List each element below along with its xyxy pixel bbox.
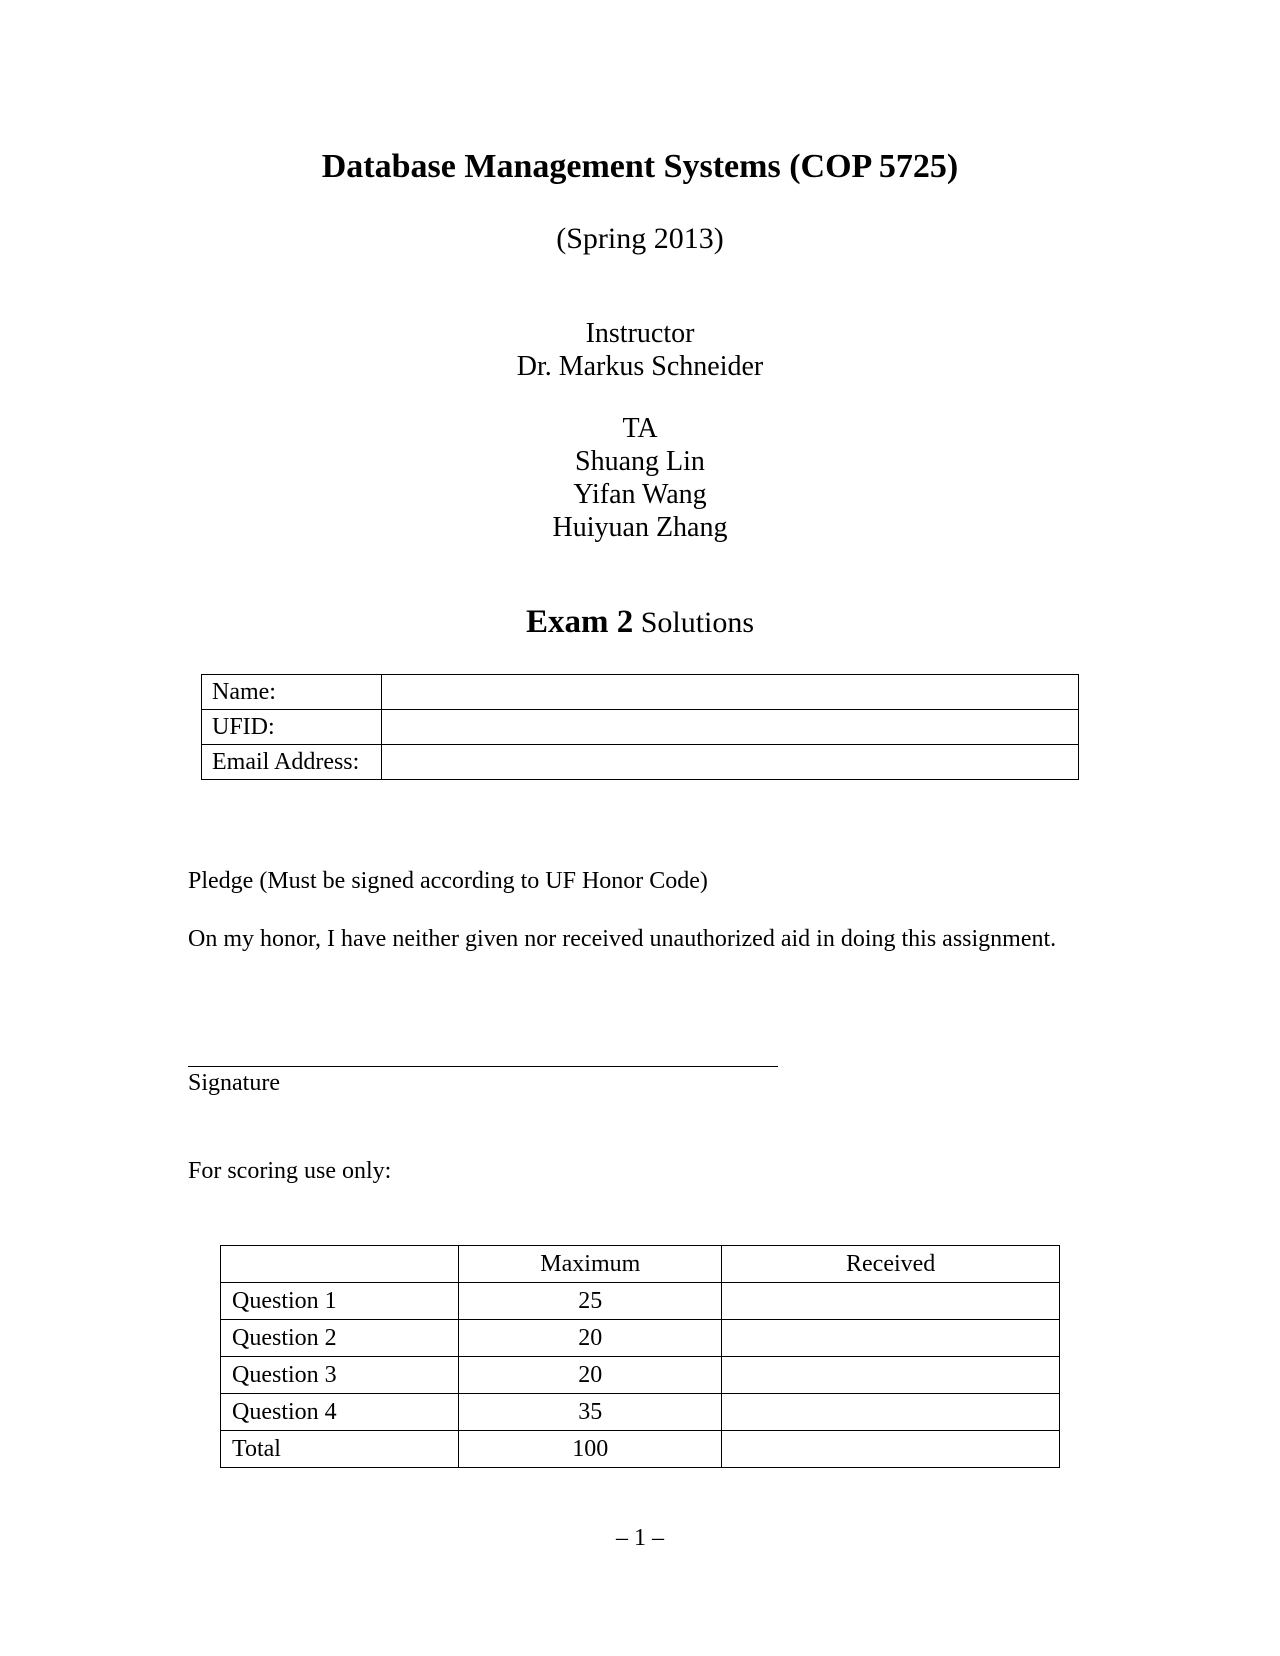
exam-title-rest: Solutions xyxy=(640,606,755,639)
table-row xyxy=(221,1357,1060,1394)
name-field[interactable] xyxy=(382,675,1079,710)
instructor-heading: Instructor xyxy=(585,318,695,349)
pledge-heading: Pledge (Must be signed according to UF Honor Code) xyxy=(188,868,708,894)
column-header-maximum: Maximum xyxy=(459,1246,722,1283)
pledge-text: On my honor, I have neither given nor received unauthorized aid in doing this assignment. xyxy=(188,926,1057,952)
exam-title xyxy=(0,604,1280,641)
table-header-row xyxy=(221,1246,1060,1283)
ufid-label: UFID: xyxy=(202,710,382,745)
ta-name: Shuang Lin xyxy=(575,446,705,477)
table-row xyxy=(202,710,1079,745)
question-label: Question 1 xyxy=(221,1283,459,1320)
name-label: Name: xyxy=(202,675,382,710)
maximum-score: 35 xyxy=(459,1394,722,1431)
maximum-score: 20 xyxy=(459,1320,722,1357)
table-row xyxy=(202,745,1079,780)
instructor-name: Dr. Markus Schneider xyxy=(516,351,764,382)
course-title: Database Management Systems (COP 5725) xyxy=(321,148,959,185)
ta-name: Yifan Wang xyxy=(573,479,707,510)
email-label: Email Address: xyxy=(202,745,382,780)
maximum-score: 25 xyxy=(459,1283,722,1320)
page-number: – 1 – xyxy=(616,1525,664,1551)
question-label: Question 3 xyxy=(221,1357,459,1394)
received-score[interactable] xyxy=(722,1357,1060,1394)
total-received[interactable] xyxy=(722,1431,1060,1468)
total-label: Total xyxy=(221,1431,459,1468)
received-score[interactable] xyxy=(722,1394,1060,1431)
received-score[interactable] xyxy=(722,1320,1060,1357)
table-row xyxy=(221,1283,1060,1320)
question-label: Question 4 xyxy=(221,1394,459,1431)
table-row-total xyxy=(221,1431,1060,1468)
score-table xyxy=(220,1245,1060,1468)
total-maximum: 100 xyxy=(459,1431,722,1468)
term: (Spring 2013) xyxy=(556,222,724,255)
signature-label: Signature xyxy=(188,1070,280,1096)
table-row xyxy=(221,1320,1060,1357)
column-header-received: Received xyxy=(722,1246,1060,1283)
column-header xyxy=(221,1246,459,1283)
signature-line[interactable] xyxy=(188,1066,778,1067)
table-row xyxy=(202,675,1079,710)
received-score[interactable] xyxy=(722,1283,1060,1320)
exam-title-bold: Exam 2 xyxy=(525,604,634,640)
table-row xyxy=(221,1394,1060,1431)
instructor-block xyxy=(0,317,1280,383)
email-field[interactable] xyxy=(382,745,1079,780)
ufid-field[interactable] xyxy=(382,710,1079,745)
ta-block xyxy=(0,412,1280,544)
maximum-score: 20 xyxy=(459,1357,722,1394)
question-label: Question 2 xyxy=(221,1320,459,1357)
student-info-table xyxy=(201,674,1079,780)
ta-heading: TA xyxy=(622,413,658,444)
scoring-label: For scoring use only: xyxy=(188,1158,392,1184)
ta-name: Huiyuan Zhang xyxy=(552,512,728,543)
